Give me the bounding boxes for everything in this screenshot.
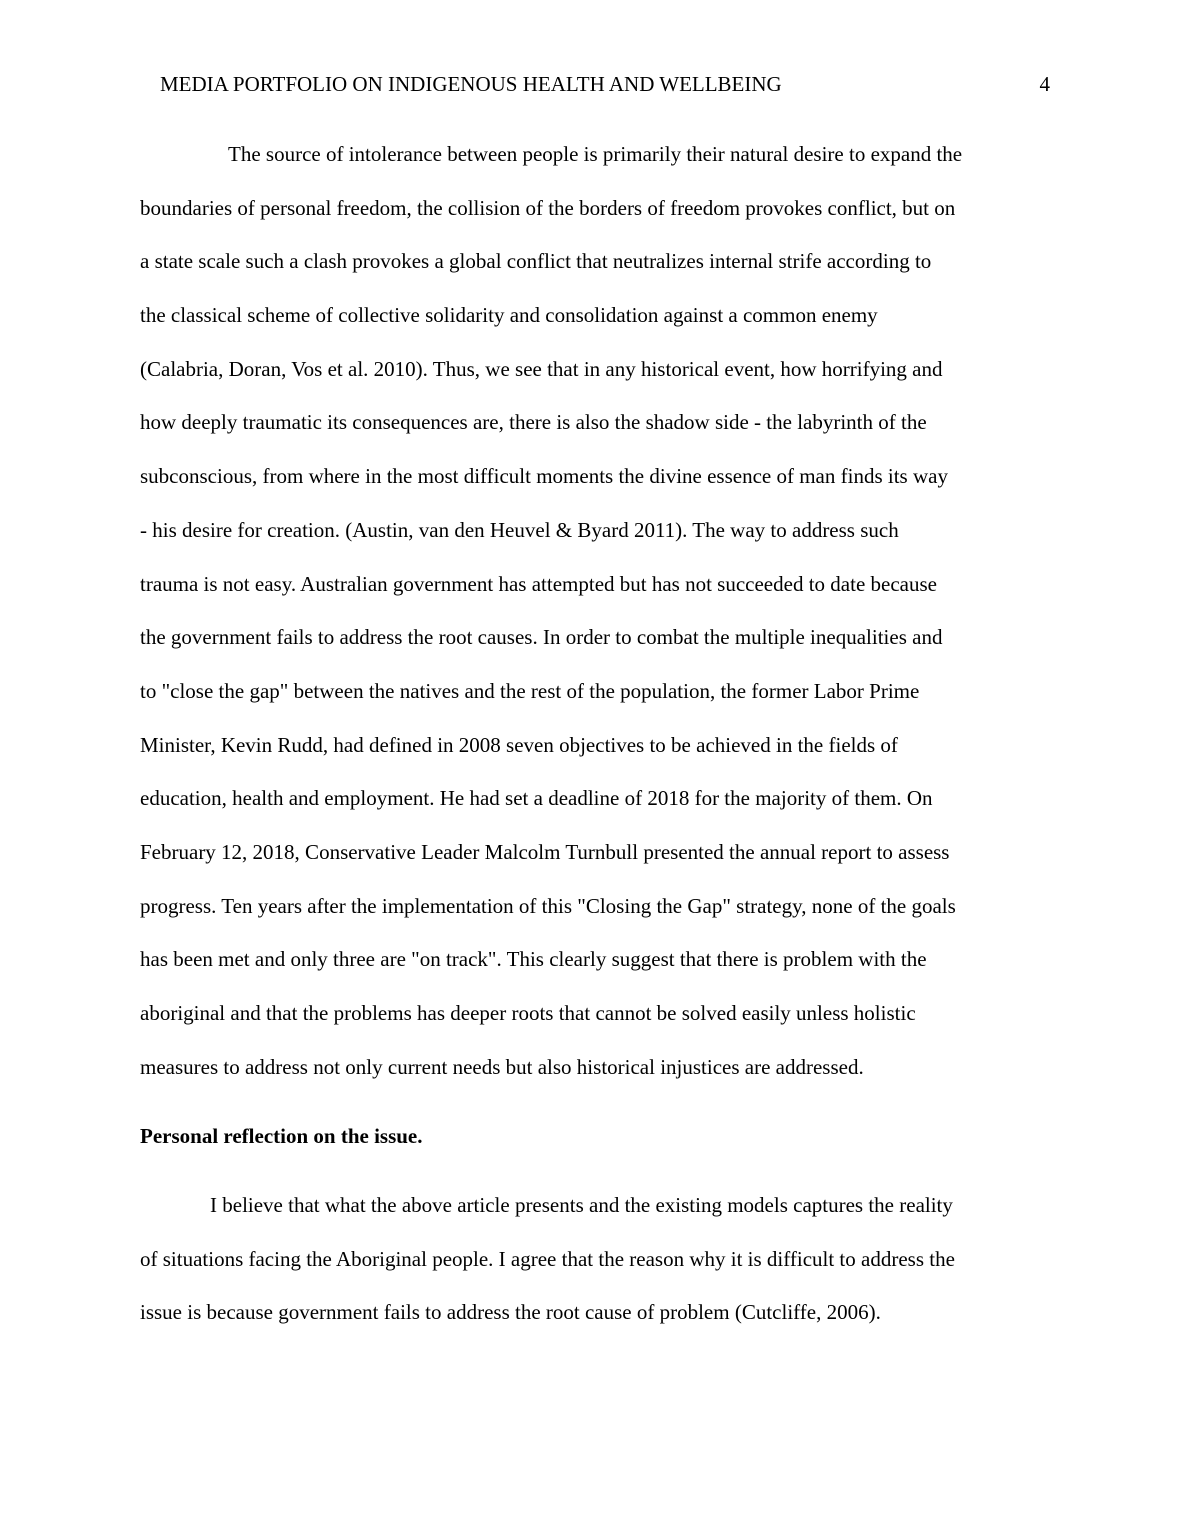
- paragraph-line: of situations facing the Aboriginal people. I agree that the reason why it is difficult to address the: [140, 1246, 955, 1271]
- running-head: MEDIA PORTFOLIO ON INDIGENOUS HEALTH AND WELLBEING: [160, 72, 782, 96]
- paragraph-line: the classical scheme of collective solidarity and consolidation against a common enemy: [140, 303, 878, 328]
- paragraph-line: boundaries of personal freedom, the collision of the borders of freedom provokes conflict, but on: [140, 195, 956, 220]
- paragraph-line: a state scale such a clash provokes a global conflict that neutralizes internal strife according to: [140, 249, 932, 274]
- paragraph-line: to "close the gap" between the natives and the rest of the population, the former Labor Prime: [140, 678, 920, 703]
- paragraph-line: The source of intolerance between people is primarily their natural desire to expand the: [228, 142, 963, 166]
- section-heading: Personal reflection on the issue.: [140, 1124, 423, 1148]
- paragraph-line: the government fails to address the root causes. In order to combat the multiple inequalities and: [140, 625, 943, 650]
- paragraph-line: how deeply traumatic its consequences are, there is also the shadow side - the labyrinth of the: [140, 410, 927, 435]
- paragraph-line: education, health and employment. He had set a deadline of 2018 for the majority of them. On: [140, 786, 933, 811]
- body-paragraph-2: [140, 1191, 1052, 1352]
- paragraph-line: trauma is not easy. Australian government has attempted but has not succeeded to date because: [140, 571, 937, 596]
- paragraph-line: - his desire for creation. (Austin, van den Heuvel & Byard 2011). The way to address such: [140, 517, 899, 542]
- paragraph-line: has been met and only three are "on track". This clearly suggest that there is problem with the: [140, 947, 927, 972]
- paragraph-line: aboriginal and that the problems has deeper roots that cannot be solved easily unless holistic: [140, 1001, 916, 1025]
- paragraph-line: (Calabria, Doran, Vos et al. 2010). Thus, we see that in any historical event, how horrifying and: [140, 356, 943, 381]
- paragraph-line: subconscious, from where in the most difficult moments the divine essence of man finds its way: [140, 464, 948, 489]
- paragraph-line: Minister, Kevin Rudd, had defined in 2008 seven objectives to be achieved in the fields of: [140, 732, 898, 757]
- paragraph-line: I believe that what the above article presents and the existing models captures the reality: [210, 1193, 953, 1217]
- paragraph-line: February 12, 2018, Conservative Leader Malcolm Turnbull presented the annual report to assess: [140, 839, 950, 864]
- paragraph-line: measures to address not only current needs but also historical injustices are addressed.: [140, 1054, 864, 1079]
- paragraph-line: progress. Ten years after the implementation of this "Closing the Gap" strategy, none of the goals: [140, 893, 956, 918]
- page-number: 4: [1039, 72, 1050, 96]
- paragraph-line: issue is because government fails to address the root cause of problem (Cutcliffe, 2006).: [140, 1300, 881, 1325]
- body-paragraph-1: [140, 140, 1052, 1106]
